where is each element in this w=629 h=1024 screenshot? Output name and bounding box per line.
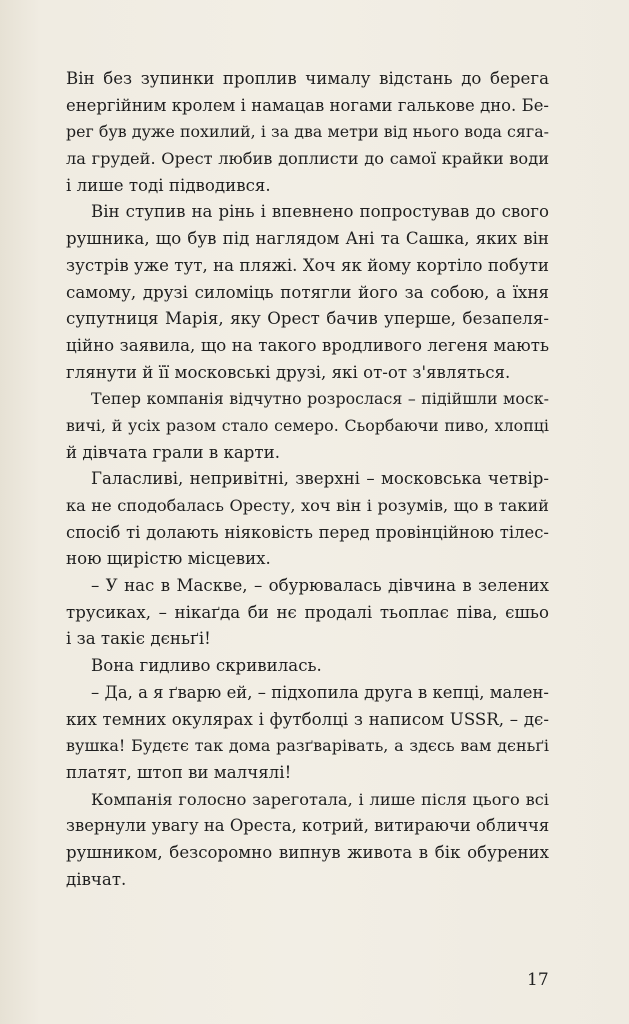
body-text: [66, 66, 549, 893]
text-line: і за такіє дєньґі!: [66, 629, 211, 649]
text-line: рег був дуже похилий, і за два метри від нього вода сяга-: [66, 122, 549, 142]
text-line: ких темних окулярах і футболці з написом USSR, – дє-: [66, 709, 549, 729]
text-line: Компанія голосно зареготала, і лише після цього всі: [91, 789, 549, 809]
text-line: супутниця Марія, яку Орест бачив уперше, безапеля-: [66, 309, 549, 329]
text-line: рушником, безсоромно випнув живота в бік обурених: [66, 842, 549, 862]
text-line: – Да, а я ґварю ей, – підхопила друга в кепці, мален-: [91, 682, 549, 702]
text-line: платят, штоп ви малчялі!: [66, 762, 292, 782]
text-line: – У нас в Маскве, – обурювалась дівчина в зелених: [91, 576, 549, 596]
text-line: ла грудей. Орест любив доплисти до самої крайки води: [66, 149, 549, 169]
text-line: ною щирістю місцевих.: [66, 549, 271, 569]
text-line: Він ступив на рінь і впевнено попростував до свого: [91, 202, 549, 222]
text-line: зустрів уже тут, на пляжі. Хоч як йому кортіло побути: [66, 255, 549, 275]
text-line: Вона гидливо скривилась.: [91, 656, 322, 676]
text-line: ційно заявила, що на такого вродливого легеня мають: [66, 335, 549, 355]
text-line: звернули увагу на Ореста, котрий, витираючи обличчя: [66, 816, 549, 836]
text-line: спосіб ті долають ніяковість перед провінційною тілес-: [66, 522, 549, 542]
text-line: ка не сподобалась Оресту, хоч він і розумів, що в такий: [66, 496, 549, 515]
text-line: трусиках, – нікаґда би нє продалі тьоплає піва, єшьо: [66, 602, 549, 622]
text-line: глянути й її московські друзі, які от-от з'являться.: [66, 362, 511, 382]
page-number: 17: [527, 970, 549, 990]
text-line: і лише тоді підводився.: [66, 175, 271, 195]
text-line: самому, друзі силоміць потягли його за собою, а їхня: [66, 282, 549, 302]
text-line: енергійним кролем і намацав ногами гальковe дно. Бе-: [66, 95, 549, 115]
text-line: дівчат.: [66, 869, 127, 889]
text-line: Галасливі, непривітні, зверхні – московська четвір-: [91, 469, 549, 489]
text-line: вичі, й усіх разом стало семеро. Сьорбаючи пиво, хлопці: [66, 415, 549, 435]
text-line: вушка! Будєтє так дома разґварівать, а здєсь вам дєньґі: [66, 736, 549, 756]
text-line: Він без зупинки проплив чималу відстань до берега: [66, 69, 549, 88]
text-line: й дівчата грали в карти.: [66, 442, 280, 462]
text-line: рушника, що був під наглядом Ані та Сашка, яких він: [66, 229, 549, 249]
text-line: Тепер компанія відчутно розрослася – підійшли моск-: [91, 389, 549, 409]
